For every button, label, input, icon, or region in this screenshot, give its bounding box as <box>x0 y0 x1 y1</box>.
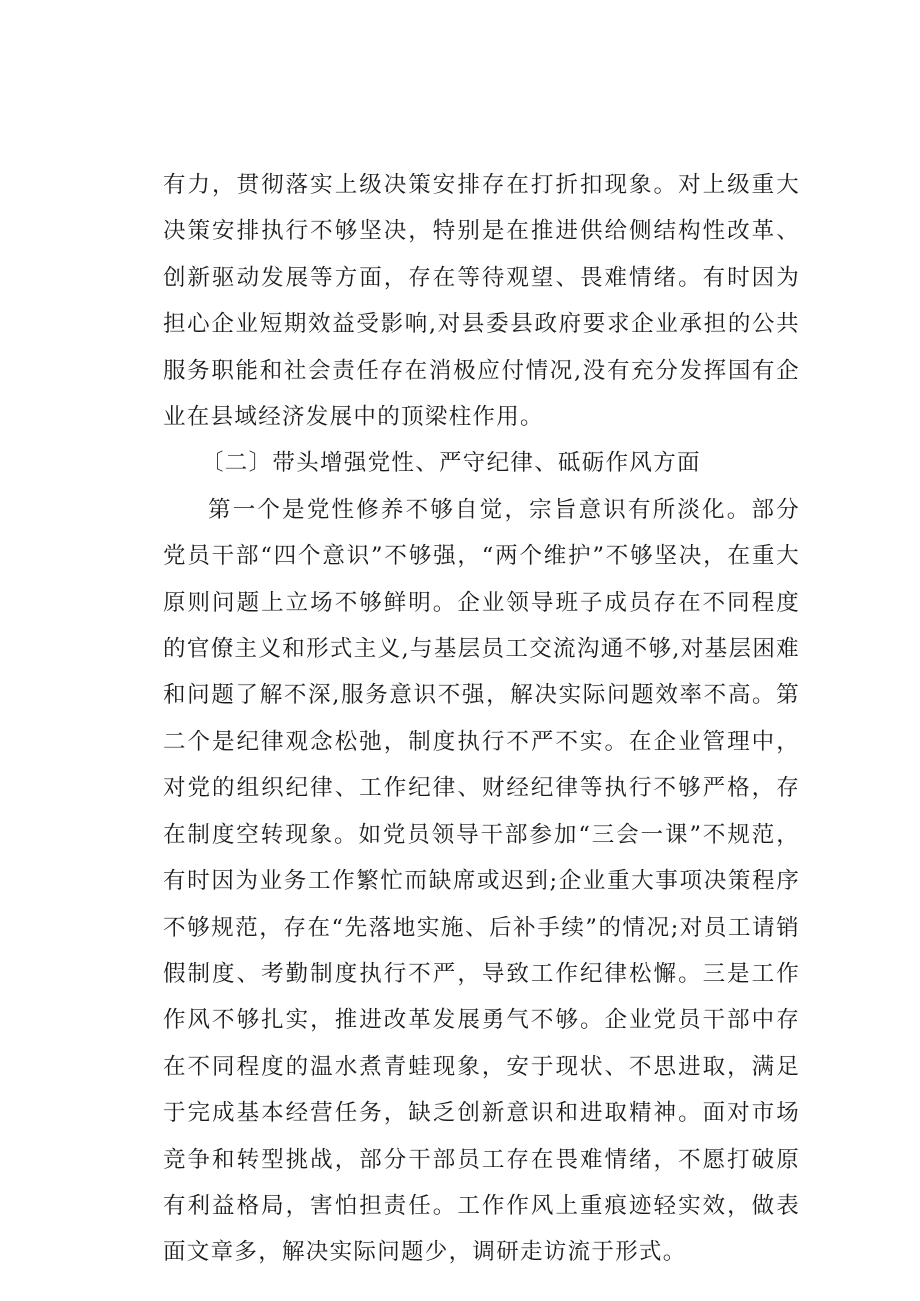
paragraph-party-discipline: 第一个是党性修养不够自觉，宗旨意识有所淡化。部分党员干部“四个意识”不够强，“两个维护”不够坚决，在重大原则问题上立场不够鲜明。企业领导班子成员存在不同程度的官僚主义和形式主义,与基层员工交流沟通不够,对基层困难和问题了解不深,服务意识不强，解决实际问题效率不高。第二个是纪律观念松弛，制度执行不严不实。在企业管理中，对党的组织纪律、工作纪律、财经纪律等执行不够严格，存在制度空转现象。如党员领导干部参加“三会一课”不规范，有时因为业务工作繁忙而缺席或迟到;企业重大事项决策程序不够规范，存在“先落地实施、后补手续”的情况;对员工请销假制度、考勤制度执行不严，导致工作纪律松懈。三是工作作风不够扎实，推进改革发展勇气不够。企业党员干部中存在不同程度的温水煮青蛙现象，安于现状、不思进取，满足于完成基本经营任务，缺乏创新意识和进取精神。面对市场竞争和转型挑战，部分干部员工存在畏难情绪，不愿打破原有利益格局，害怕担责任。工作作风上重痕迹轻实效，做表面文章多，解决实际问题少，调研走访流于形式。 <box>163 496 800 1266</box>
document-body <box>163 162 800 1276</box>
section-heading: 〔二〕带头增强党性、严守纪律、砥砺作风方面 <box>201 450 701 477</box>
paragraph-continued: 有力，贯彻落实上级决策安排存在打折扣现象。对上级重大决策安排执行不够坚决，特别是在推进供给侧结构性改革、创新驱动发展等方面，存在等待观望、畏难情绪。有时因为担心企业短期效益受影响,对县委县政府要求企业承担的公共服务职能和社会责任存在消极应付情况,没有充分发挥国有企业在县域经济发展中的顶梁柱作用。 <box>163 172 800 431</box>
